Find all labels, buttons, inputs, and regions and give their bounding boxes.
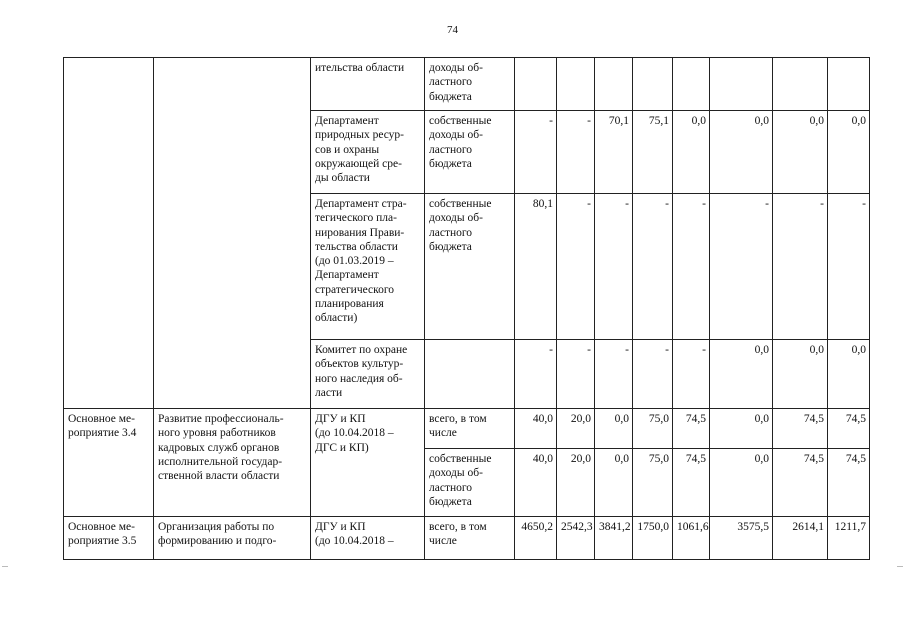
- measure-cell: Основное ме- роприятие 3.4: [64, 409, 154, 517]
- source-cell: собственные доходы об- ластного бюджета: [425, 194, 515, 340]
- table-row: [64, 58, 870, 111]
- value-cell: 20,0: [557, 409, 595, 449]
- value-cell: -: [595, 340, 633, 409]
- value-cell: -: [557, 111, 595, 194]
- value-cell: 4650,2: [515, 517, 557, 560]
- value-cell: 0,0: [595, 409, 633, 449]
- value-cell: -: [828, 194, 870, 340]
- measure-cell: [64, 58, 154, 409]
- value-cell: -: [773, 194, 828, 340]
- value-cell: 3575,5: [710, 517, 773, 560]
- value-cell: [515, 58, 557, 111]
- value-cell: 0,0: [673, 111, 710, 194]
- value-cell: 0,0: [710, 340, 773, 409]
- source-cell: доходы об- ластного бюджета: [425, 58, 515, 111]
- value-cell: -: [557, 340, 595, 409]
- value-cell: -: [673, 194, 710, 340]
- value-cell: 74,5: [828, 449, 870, 517]
- executor-cell: Комитет по охране объектов культур- ного наследия об- ласти: [311, 340, 425, 409]
- value-cell: [773, 58, 828, 111]
- table-row: [64, 409, 870, 449]
- measure-cell: Основное ме- роприятие 3.5: [64, 517, 154, 560]
- value-cell: 40,0: [515, 449, 557, 517]
- value-cell: -: [673, 340, 710, 409]
- value-cell: [673, 58, 710, 111]
- source-cell: собственные доходы об- ластного бюджета: [425, 111, 515, 194]
- value-cell: -: [710, 194, 773, 340]
- value-cell: 0,0: [710, 449, 773, 517]
- source-cell: всего, в том числе: [425, 517, 515, 560]
- page-number: 74: [447, 24, 458, 36]
- executor-cell: Департамент природных ресур- сов и охраны окружающей сре- ды области: [311, 111, 425, 194]
- value-cell: 80,1: [515, 194, 557, 340]
- value-cell: 75,0: [633, 449, 673, 517]
- activity-cell: Организация работы по формированию и подго-: [154, 517, 311, 560]
- value-cell: 0,0: [595, 449, 633, 517]
- value-cell: 3841,2: [595, 517, 633, 560]
- value-cell: 74,5: [828, 409, 870, 449]
- value-cell: 75,0: [633, 409, 673, 449]
- executor-cell: ДГУ и КП (до 10.04.2018 –: [311, 517, 425, 560]
- value-cell: 20,0: [557, 449, 595, 517]
- value-cell: -: [633, 194, 673, 340]
- value-cell: 2614,1: [773, 517, 828, 560]
- value-cell: -: [515, 111, 557, 194]
- value-cell: 0,0: [773, 111, 828, 194]
- value-cell: 1211,7: [828, 517, 870, 560]
- source-cell: всего, в том числе: [425, 409, 515, 449]
- executor-cell: ДГУ и КП (до 10.04.2018 – ДГС и КП): [311, 409, 425, 517]
- executor-cell: ительства области: [311, 58, 425, 111]
- value-cell: 0,0: [828, 111, 870, 194]
- table-row: [64, 517, 870, 560]
- activity-cell: Развитие профессиональ- ного уровня работников кадровых служб органов исполнительной государ- ственной власти области: [154, 409, 311, 517]
- value-cell: 74,5: [673, 449, 710, 517]
- activity-cell: [154, 58, 311, 409]
- value-cell: [828, 58, 870, 111]
- value-cell: [595, 58, 633, 111]
- value-cell: 40,0: [515, 409, 557, 449]
- value-cell: [710, 58, 773, 111]
- value-cell: 2542,3: [557, 517, 595, 560]
- value-cell: 74,5: [773, 449, 828, 517]
- value-cell: 1750,0: [633, 517, 673, 560]
- source-cell: собственные доходы об- ластного бюджета: [425, 449, 515, 517]
- value-cell: -: [515, 340, 557, 409]
- value-cell: 70,1: [595, 111, 633, 194]
- value-cell: -: [557, 194, 595, 340]
- value-cell: 0,0: [773, 340, 828, 409]
- value-cell: 0,0: [710, 111, 773, 194]
- value-cell: 0,0: [710, 409, 773, 449]
- value-cell: 74,5: [673, 409, 710, 449]
- budget-table: [63, 57, 870, 560]
- value-cell: [633, 58, 673, 111]
- value-cell: 0,0: [828, 340, 870, 409]
- scan-edge-mark: [2, 566, 8, 567]
- executor-cell: Департамент стра- тегического пла- нирования Прави- тельства области (до 01.03.2019 – Департамент стратегического планирования области): [311, 194, 425, 340]
- value-cell: 74,5: [773, 409, 828, 449]
- value-cell: 1061,6: [673, 517, 710, 560]
- source-cell: [425, 340, 515, 409]
- value-cell: -: [595, 194, 633, 340]
- scan-edge-mark: [897, 566, 903, 567]
- value-cell: 75,1: [633, 111, 673, 194]
- value-cell: -: [633, 340, 673, 409]
- value-cell: [557, 58, 595, 111]
